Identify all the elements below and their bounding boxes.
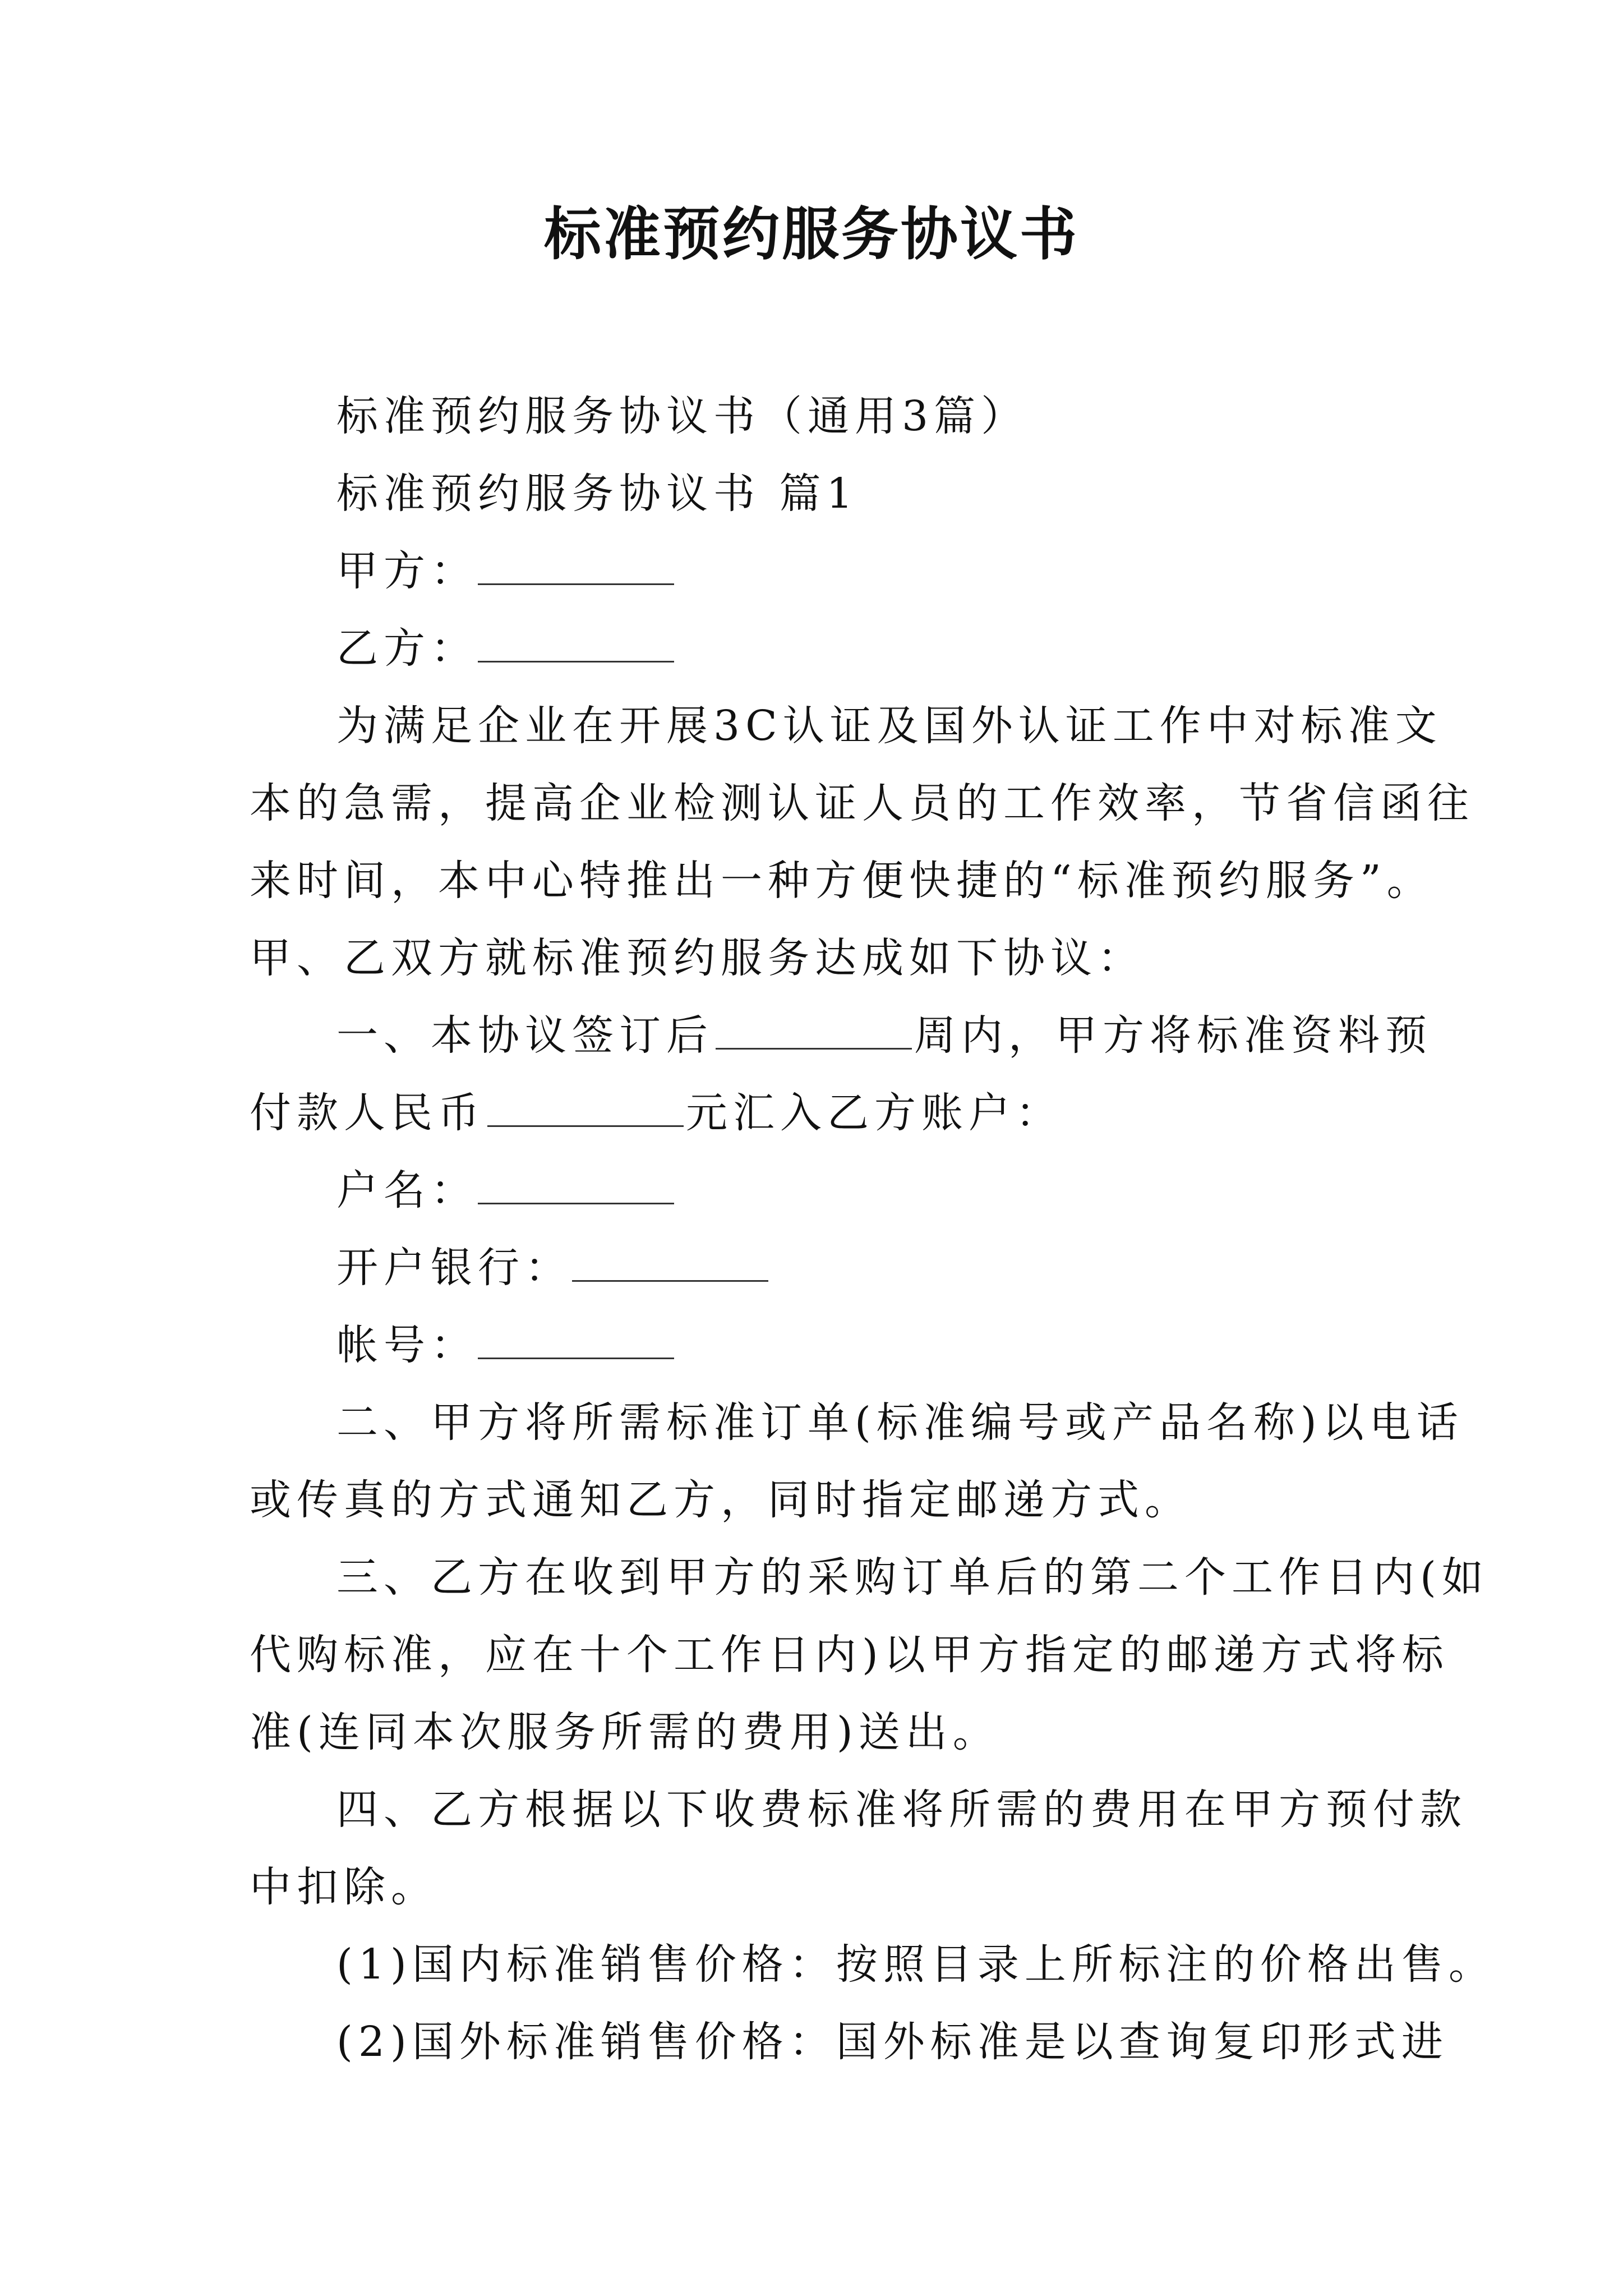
party-a-blank [478,550,674,585]
party-b-label: 乙方： [336,624,478,673]
clause-4-line-1: 四、乙方根据以下收费标准将所需的费用在甲方预付款 [336,1786,1467,1834]
bank-line [336,1240,768,1296]
weeks-blank [716,1014,912,1050]
account-name-blank [478,1169,674,1204]
intro-line-3: 来时间，本中心特推出一种方便快捷的“标准预约服务”。 [250,857,1434,905]
clause-4-line-2: 中扣除。 [250,1863,438,1911]
clause-1-text-a: 一、本协议签订后 [336,1011,713,1060]
party-b-line [336,620,674,677]
price-item-2: (2)国外标准销售价格：国外标准是以查询复印形式进 [336,2018,1449,2066]
section-heading: 标准预约服务协议书 篇1 [336,470,859,518]
clause-1-line-2 [250,1085,1063,1141]
clause-1-text-b: 周内，甲方将标准资料预 [914,1011,1432,1060]
clause-1-line-1 [336,1007,1432,1064]
party-a-line [336,543,674,599]
price-item-1: (1)国内标准销售价格：按照目录上所标注的价格出售。 [336,1940,1496,1989]
intro-line-1: 为满足企业在开展3C认证及国外认证工作中对标准文 [336,702,1442,750]
document-subtitle: 标准预约服务协议书（通用3篇） [336,392,1029,440]
bank-blank [572,1246,768,1282]
clause-3-line-2: 代购标准，应在十个工作日内)以甲方指定的邮递方式将标 [250,1631,1449,1679]
account-no-line [336,1317,674,1373]
intro-line-4: 甲、乙双方就标准预约服务达成如下协议： [250,934,1145,982]
account-name-line [336,1162,674,1218]
clause-3-line-1: 三、乙方在收到甲方的采购订单后的第二个工作日内(如 [336,1553,1489,1602]
intro-line-2: 本的急需，提高企业检测认证人员的工作效率，节省信函往 [250,779,1474,827]
clause-3-line-3: 准(连同本次服务所需的费用)送出。 [250,1708,1000,1756]
clause-1-text-c: 付款人民币 [250,1089,485,1137]
clause-1-text-d: 元汇入乙方账户： [686,1089,1063,1137]
party-b-blank [478,627,674,662]
document-title: 标准预约服务协议书 [544,201,1079,268]
account-name-label: 户名： [336,1166,478,1214]
party-a-label: 甲方： [336,547,478,595]
amount-blank [487,1092,684,1127]
clause-2-line-1: 二、甲方将所需标准订单(标准编号或产品名称)以电话 [336,1398,1464,1447]
bank-label: 开户银行： [336,1244,572,1292]
account-no-label: 帐号： [336,1321,478,1369]
clause-2-line-2: 或传真的方式通知乙方，同时指定邮递方式。 [250,1476,1192,1524]
account-no-blank [478,1324,674,1359]
